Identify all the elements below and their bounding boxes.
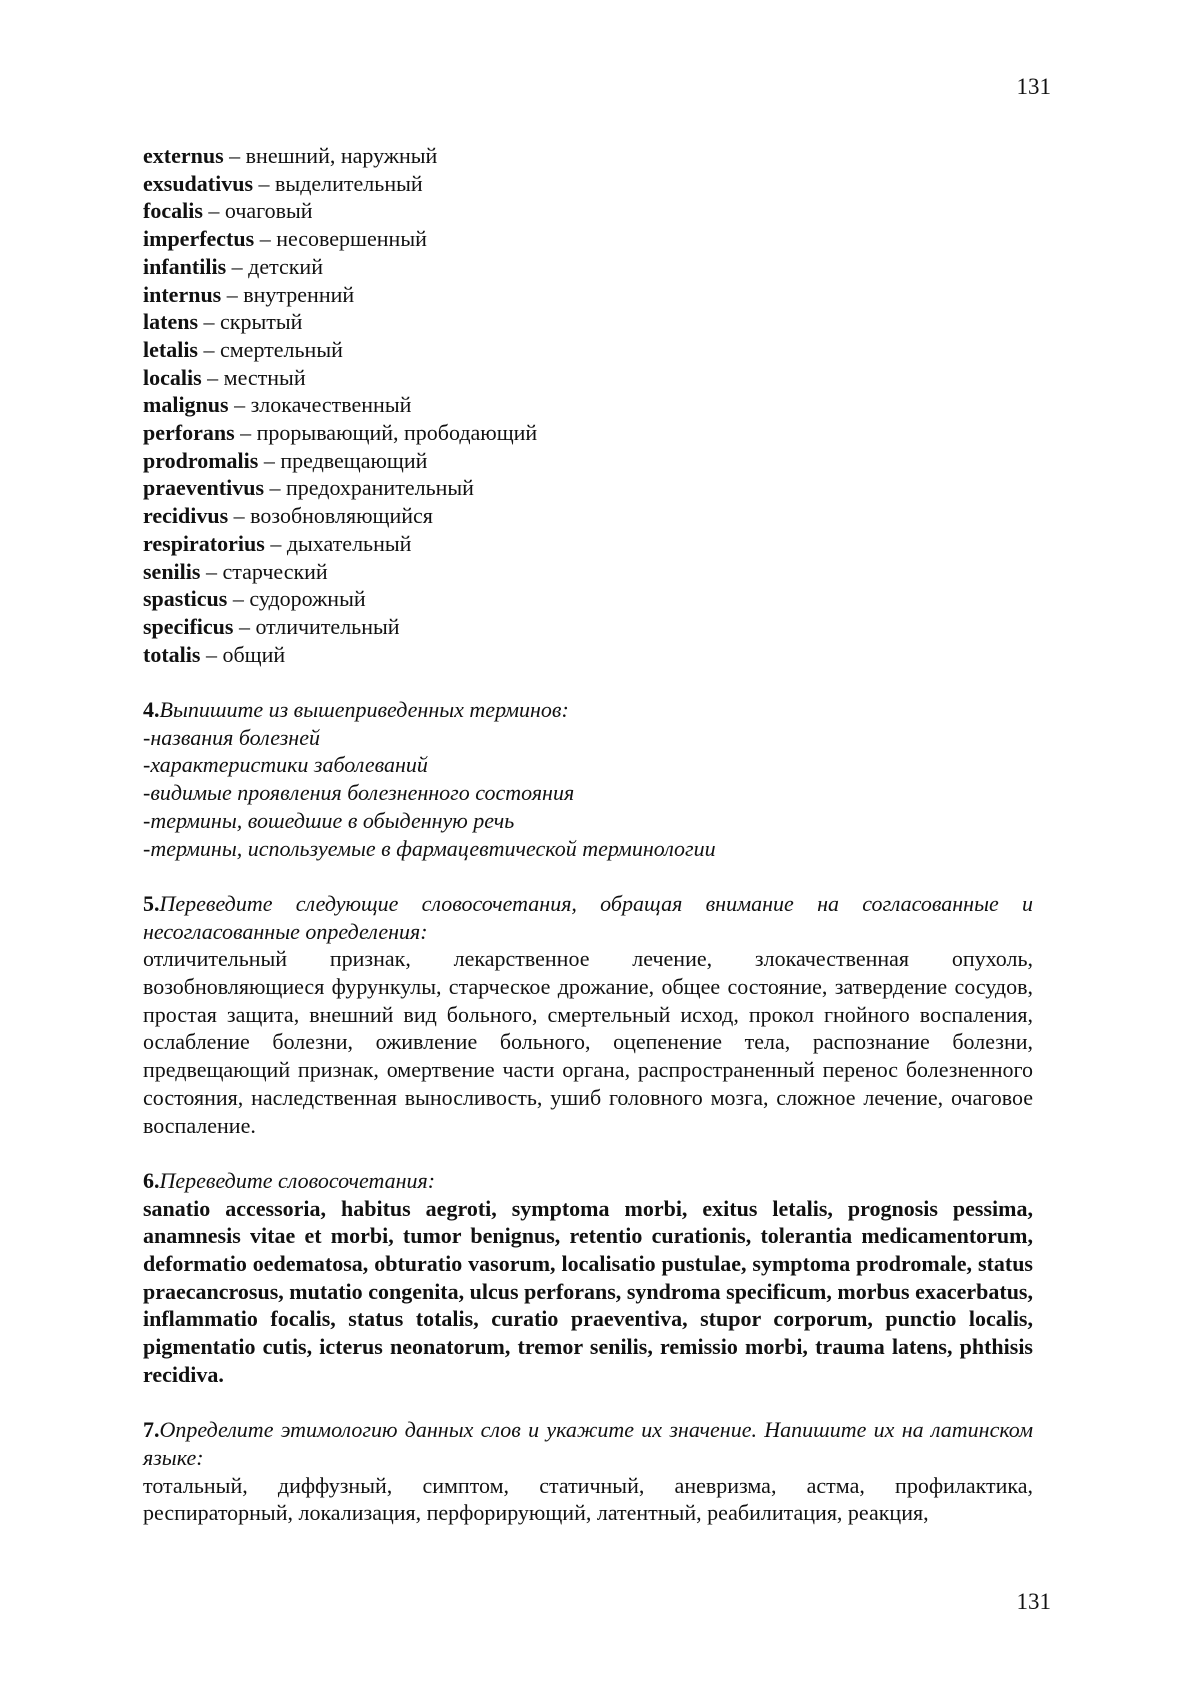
glossary-term: internus [143, 281, 222, 307]
glossary-term: exsudativus [143, 170, 254, 196]
glossary-translation: прорывающий, прободающий [256, 420, 538, 446]
glossary-entry [143, 253, 1033, 281]
glossary-translation: предвещающий [280, 447, 428, 473]
glossary-separator: – [198, 336, 220, 362]
glossary-term: focalis [143, 198, 203, 224]
glossary-term: letalis [143, 336, 198, 362]
glossary-entry [143, 447, 1033, 475]
glossary-separator: – [221, 281, 244, 307]
glossary-translation: внешний, наружный [245, 143, 438, 168]
glossary-separator: – [226, 253, 249, 279]
glossary-term: spasticus [143, 586, 228, 612]
task-5 [143, 890, 1033, 1139]
task-7 [143, 1416, 1033, 1527]
glossary-separator: – [200, 558, 223, 584]
glossary-translation: местный [223, 364, 306, 390]
glossary-term: perforans [143, 420, 235, 446]
glossary-term: senilis [143, 558, 201, 584]
glossary-separator: – [228, 503, 251, 529]
task-7-number: 7. [143, 1417, 160, 1443]
glossary-translation: судорожный [249, 586, 366, 612]
glossary-separator: – [253, 170, 276, 196]
glossary-translation: дыхательный [286, 530, 412, 556]
glossary-entry [143, 641, 1033, 669]
glossary-term: respiratorius [143, 530, 265, 556]
task-5-body: отличительный признак, лекарственное лечение, злокачественная опухоль, возобновляющиеся фурункулы, старческое дрожание, общее состояние, затвердение сосудов, простая защита, внешний вид больного, смертельный исход, прокол гнойного воспаления, ослабление болезни, оживление больного, оцепенение тела, распознание болезни, предвещающий признак, омертвение части органа, распространенный перенос болезненного состояния, наследственная выносливость, ушиб головного мозга, сложное лечение, очаговое воспаление. [143, 946, 1033, 1138]
task-6-instruction: Переведите словосочетания: [159, 1167, 436, 1193]
glossary-term: praeventivus [143, 475, 264, 501]
glossary-entry [143, 558, 1033, 586]
task-6 [143, 1167, 1033, 1389]
task-4-number: 4. [143, 697, 160, 723]
glossary-translation: скрытый [220, 309, 303, 335]
glossary-entry [143, 142, 1033, 170]
task-7-instruction: Определите этимологию данных слов и укажите их значение. Напишите их на латинском языке: [143, 1417, 1033, 1470]
glossary-separator: – [198, 309, 220, 335]
glossary-separator: – [201, 364, 224, 390]
glossary-separator: – [258, 447, 281, 473]
glossary-translation: внутренний [243, 281, 355, 307]
glossary-translation: смертельный [220, 336, 343, 362]
glossary-entry [143, 364, 1033, 392]
task-4-item: -термины, вошедшие в обыденную речь [143, 807, 515, 833]
task-4-title [143, 696, 1033, 724]
glossary-term: localis [143, 364, 202, 390]
glossary-entry [143, 502, 1033, 530]
glossary-entry [143, 336, 1033, 364]
glossary-translation: предохранительный [286, 475, 474, 501]
page-content [143, 142, 1033, 1527]
glossary-entry [143, 281, 1033, 309]
glossary-translation: отличительный [255, 613, 400, 639]
glossary-entry [143, 530, 1033, 558]
glossary-entry [143, 308, 1033, 336]
glossary-term: specificus [143, 613, 234, 639]
glossary-translation: возобновляющийся [250, 503, 433, 529]
glossary-term: externus [143, 143, 224, 168]
glossary-list [143, 142, 1033, 668]
glossary-entry [143, 170, 1033, 198]
task-4-item: -названия болезней [143, 724, 320, 750]
glossary-term: recidivus [143, 503, 229, 529]
glossary-separator: – [234, 420, 257, 446]
glossary-term: prodromalis [143, 447, 259, 473]
glossary-term: imperfectus [143, 226, 255, 252]
task-5-instruction: Переведите следующие словосочетания, обращая внимание на согласованные и несогласованные определения: [143, 890, 1033, 944]
glossary-separator: – [227, 586, 250, 612]
glossary-separator: – [200, 641, 223, 667]
glossary-entry [143, 197, 1033, 225]
task-7-title [143, 1416, 1033, 1471]
task-4 [143, 696, 1033, 862]
glossary-entry [143, 225, 1033, 253]
glossary-entry [143, 419, 1033, 447]
glossary-term: malignus [143, 392, 229, 418]
glossary-entry [143, 391, 1033, 419]
glossary-term: totalis [143, 641, 201, 667]
glossary-entry [143, 474, 1033, 502]
page-number-bottom: 131 [1016, 1589, 1051, 1614]
glossary-separator: – [254, 226, 277, 252]
glossary-translation: детский [248, 253, 323, 279]
task-5-title [143, 890, 1033, 945]
page-number-top: 131 [1016, 74, 1051, 99]
glossary-entry [143, 585, 1033, 613]
task-4-item: -термины, используемые в фармацевтической терминологии [143, 835, 716, 861]
task-6-body: sanatio accessoria, habitus aegroti, symptoma morbi, exitus letalis, prognosis pessima, anamnesis vitae et morbi, tumor benignus, retentio curationis, tolerantia medicamentorum, deformatio oedematosa, obturatio vasorum, localisatio pustulae, symptoma prodromale, status praecancrosus, mutatio congenita, ulcus perforans, syndroma specificum, morbus exacerbatus, inflammatio focalis, status totalis, curatio praeventiva, stupor corporum, punctio localis, pigmentatio cutis, icterus neonatorum, tremor senilis, remissio morbi, trauma latens, phthisis recidiva. [143, 1195, 1033, 1387]
glossary-separator: – [228, 392, 251, 418]
glossary-separator: – [264, 530, 287, 556]
glossary-translation: несовершенный [276, 226, 427, 252]
task-5-number: 5. [143, 890, 160, 916]
glossary-translation: старческий [222, 558, 328, 584]
glossary-translation: злокачественный [250, 392, 412, 418]
task-6-number: 6. [143, 1167, 160, 1193]
glossary-translation: выделительный [275, 170, 423, 196]
task-4-item: -характеристики заболеваний [143, 752, 428, 778]
glossary-separator: – [264, 475, 286, 501]
glossary-term: latens [143, 309, 198, 335]
glossary-separator: – [223, 143, 246, 168]
task-6-title [143, 1167, 1033, 1195]
glossary-separator: – [233, 613, 256, 639]
glossary-translation: общий [222, 641, 286, 667]
glossary-entry [143, 613, 1033, 641]
glossary-translation: очаговый [224, 198, 313, 224]
task-4-instruction: Выпишите из вышеприведенных терминов: [159, 697, 569, 723]
task-4-item: -видимые проявления болезненного состояния [143, 780, 575, 806]
glossary-separator: – [202, 198, 225, 224]
task-7-body: тотальный, диффузный, симптом, статичный, аневризма, астма, профилактика, респираторный, локализация, перфорирующий, латентный, реабилитация, реакция, [143, 1472, 1033, 1526]
glossary-term: infantilis [143, 253, 227, 279]
